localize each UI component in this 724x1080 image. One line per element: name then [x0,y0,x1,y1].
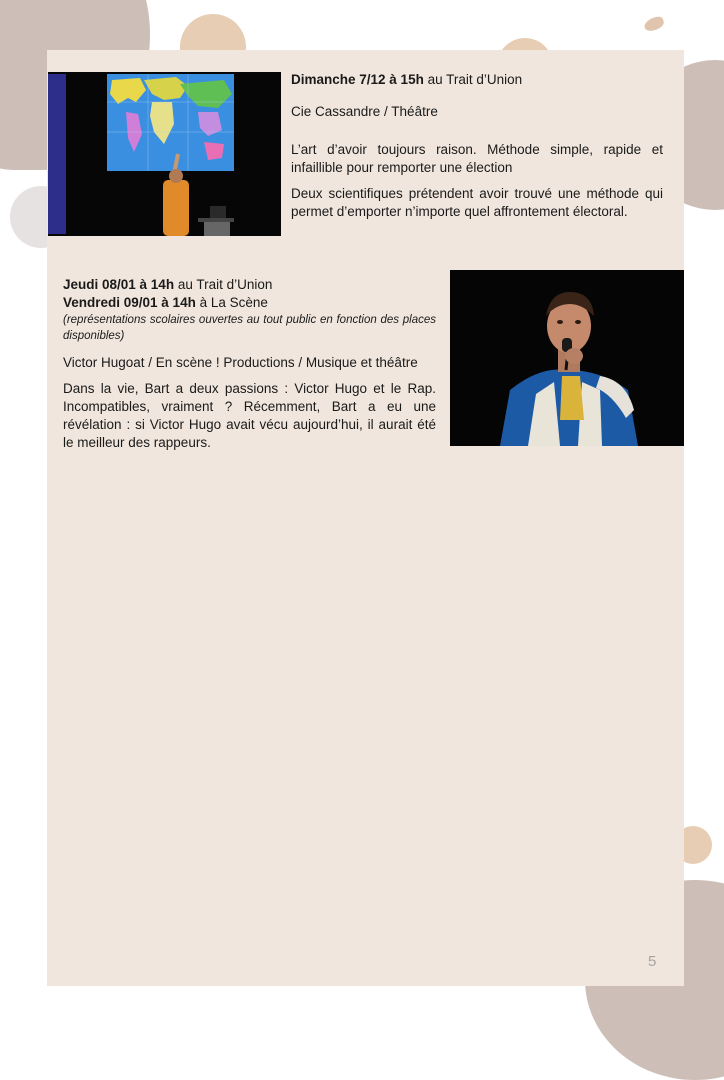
event-2-note: (représentations scolaires ouvertes au tout public en fonction des places disponibles) [63,314,436,342]
event-2-company: Victor Hugoat / En scène ! Productions / Musique et théâtre [63,355,418,370]
event-1-venue: au Trait d’Union [423,72,523,87]
event-1-date-bold: Dimanche 7/12 à 15h [291,72,424,87]
event-1-title: L’art d’avoir toujours raison. Méthode simple, rapide et infaillible pour remporter une élection [291,142,663,175]
event-1-company: Cie Cassandre / Théâtre [291,104,438,119]
event-1-date [291,71,663,89]
event-2-date-2-bold: Vendredi 09/01 à 14h [63,295,196,310]
event-1-description: Deux scientifiques prétendent avoir trouvé une méthode qui permet d’emporter n’importe quel affrontement électoral. [291,186,663,219]
event-2-venue-1: au Trait d’Union [174,277,273,292]
event-2-date-2 [63,294,436,312]
event-2 [63,276,436,460]
event-photo-map-stage [48,72,281,236]
decorative-drop [643,15,666,33]
page-number: 5 [648,953,657,970]
event-2-date-1 [63,276,436,294]
content-panel [47,50,684,986]
event-1 [291,71,663,229]
event-photo-rapper [450,270,684,446]
event-2-date-1-bold: Jeudi 08/01 à 14h [63,277,175,292]
event-2-description: Dans la vie, Bart a deux passions : Victor Hugo et le Rap. Incompatibles, vraiment ? Récemment, Bart a eu une révélation : si Victor Hugo avait vécu aujourd’hui, il aurait été le meilleur des rappeurs. [63,381,436,450]
event-2-venue-2: à La Scène [195,295,268,310]
